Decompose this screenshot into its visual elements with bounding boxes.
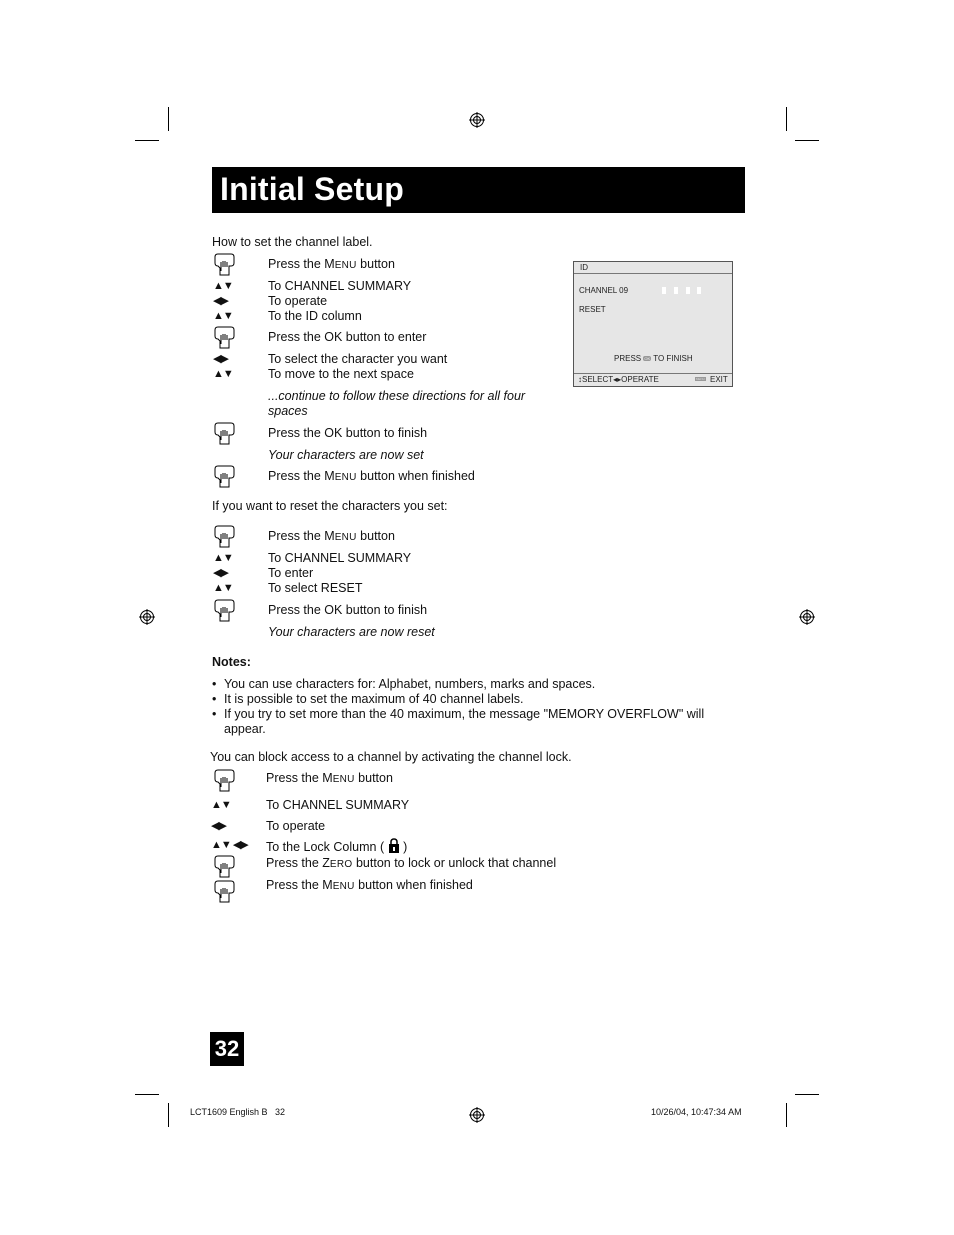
osd-char-slot — [662, 287, 666, 294]
crop-mark — [786, 107, 787, 131]
registration-mark-icon — [469, 1107, 485, 1123]
section-intro: If you want to reset the characters you set: — [212, 499, 448, 513]
hand-icon — [212, 326, 236, 350]
up-down-arrows-icon: ▲▼ — [211, 799, 231, 811]
hand-icon — [212, 465, 236, 489]
up-down-arrows-icon: ▲▼ — [213, 280, 233, 292]
step-text: To the Lock Column ( ) — [266, 840, 408, 854]
registration-mark-icon — [799, 609, 815, 625]
menu-button-icon: MENU — [696, 377, 705, 381]
step-text: Press the MENU button when finished — [268, 469, 475, 483]
crop-mark — [795, 140, 819, 141]
crop-mark — [135, 1094, 159, 1095]
step-text: To CHANNEL SUMMARY — [266, 798, 410, 812]
up-down-arrows-icon: ▲▼ — [213, 310, 233, 322]
ok-button-icon: OK — [644, 356, 651, 362]
osd-select: ↕SELECT◂▸OPERATE — [578, 375, 659, 384]
step-text: To select the character you want — [268, 352, 448, 366]
section-intro: How to set the channel label. — [212, 235, 373, 249]
hand-icon — [212, 880, 236, 904]
crop-mark — [786, 1103, 787, 1127]
footer-file-info: LCT1609 English B 32 — [190, 1107, 286, 1117]
crop-mark — [795, 1094, 819, 1095]
osd-exit: EXIT — [710, 375, 728, 384]
step-text: To select RESET — [268, 581, 363, 595]
note-bullet: • — [212, 707, 217, 721]
crop-mark — [135, 140, 159, 141]
registration-mark-icon — [139, 609, 155, 625]
page-title: Initial Setup — [220, 171, 404, 207]
step-text: To move to the next space — [268, 367, 414, 381]
step-note: spaces — [268, 404, 308, 418]
registration-mark-icon — [469, 112, 485, 128]
step-text: To the ID column — [268, 309, 362, 323]
step-text: Press the ZERO button to lock or unlock that channel — [266, 856, 557, 870]
crop-mark — [168, 1103, 169, 1127]
hand-icon — [212, 525, 236, 549]
step-text: To enter — [268, 566, 314, 580]
step-text: To CHANNEL SUMMARY — [268, 551, 412, 565]
up-down-left-right-arrows-icon: ▲▼ ◀▶ — [211, 839, 248, 851]
osd-char-slot — [674, 287, 678, 294]
osd-header: ID — [574, 262, 732, 274]
step-text: Press the OK button to finish — [268, 426, 428, 440]
hand-icon — [212, 855, 236, 879]
left-right-arrows-icon: ◀▶ — [211, 820, 226, 832]
step-text: Press the MENU button — [268, 257, 395, 271]
note-item: It is possible to set the maximum of 40 channel labels. — [224, 692, 524, 706]
step-result: Your characters are now reset — [268, 625, 435, 639]
up-down-arrows-icon: ▲▼ — [213, 582, 233, 594]
step-text: Press the OK button to finish — [268, 603, 428, 617]
osd-press: PRESS OK TO FINISH — [614, 354, 693, 363]
step-text: To CHANNEL SUMMARY — [268, 279, 412, 293]
up-down-arrows-icon: ▲▼ — [213, 552, 233, 564]
up-down-arrows-icon: ▲▼ — [213, 368, 233, 380]
lock-icon — [388, 838, 400, 854]
osd-screen — [573, 261, 733, 387]
left-right-arrows-icon: ◀▶ — [213, 353, 228, 365]
footer-timestamp: 10/26/04, 10:47:34 AM — [651, 1107, 742, 1117]
step-result: Your characters are now set — [268, 448, 424, 462]
page-title-bar — [212, 167, 745, 213]
hand-icon — [212, 599, 236, 623]
left-right-arrows-icon: ◀▶ — [213, 567, 228, 579]
note-bullet: • — [212, 692, 217, 706]
note-bullet: • — [212, 677, 217, 691]
osd-footer — [574, 373, 732, 386]
section-intro: You can block access to a channel by activating the channel lock. — [210, 750, 572, 764]
step-text: Press the OK button to enter — [268, 330, 427, 344]
note-item: You can use characters for: Alphabet, numbers, marks and spaces. — [224, 677, 596, 691]
osd-reset: RESET — [579, 305, 606, 314]
step-text: To operate — [266, 819, 326, 833]
osd-channel: CHANNEL 09 — [579, 286, 629, 295]
step-note: ...continue to follow these directions for all four — [268, 389, 526, 403]
note-item-continued: appear. — [224, 722, 266, 736]
notes-heading: Notes: — [212, 655, 251, 669]
hand-icon — [212, 769, 236, 793]
hand-icon — [212, 253, 236, 277]
crop-mark — [168, 107, 169, 131]
hand-icon — [212, 422, 236, 446]
step-text: Press the MENU button — [266, 771, 393, 785]
step-text: Press the MENU button when finished — [266, 878, 473, 892]
page-number: 32 — [210, 1032, 244, 1066]
osd-char-slot — [697, 287, 701, 294]
step-text: To operate — [268, 294, 328, 308]
left-right-arrows-icon: ◀▶ — [213, 295, 228, 307]
osd-char-slot — [686, 287, 690, 294]
step-text: Press the MENU button — [268, 529, 395, 543]
note-item: If you try to set more than the 40 maximum, the message "MEMORY OVERFLOW" will — [224, 707, 705, 721]
